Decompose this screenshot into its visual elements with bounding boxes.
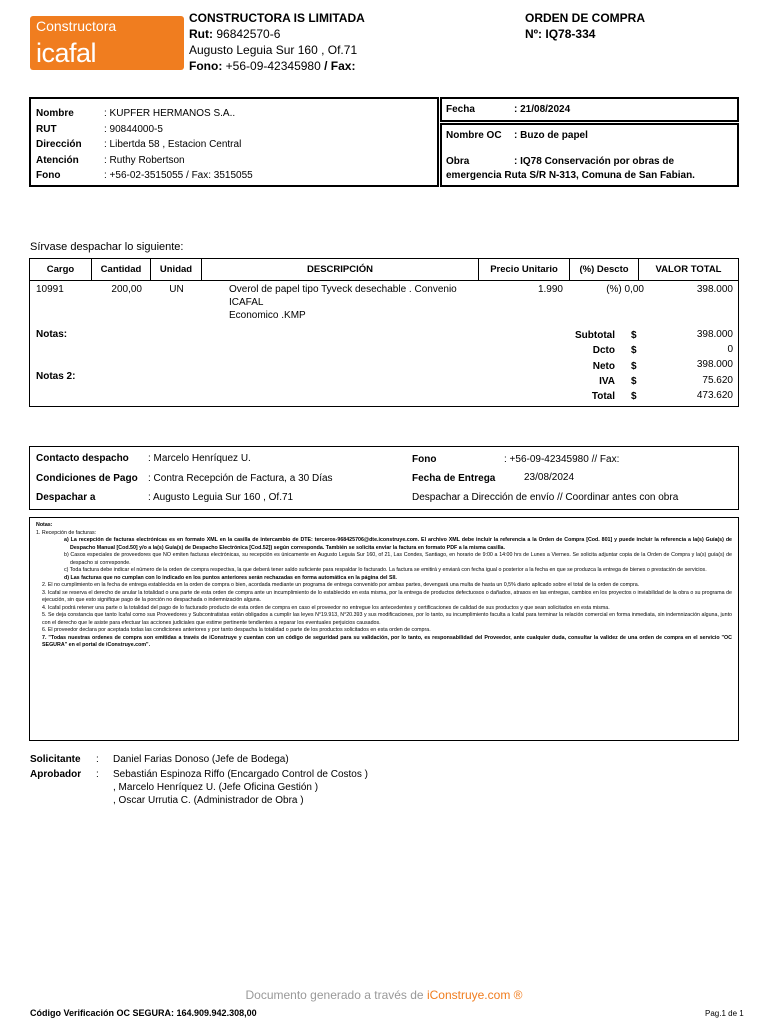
fax-label: / Fax: <box>324 59 356 73</box>
page-number: Pag.1 de 1 <box>705 1009 744 1018</box>
contact-value: : Marcelo Henríquez U. <box>148 453 251 464</box>
neto-currency: $ <box>631 361 637 372</box>
generated-text: Documento generado a través de <box>245 988 424 1002</box>
col-cargo: Cargo <box>30 259 92 281</box>
company-logo <box>30 16 184 99</box>
delivery-date-value: 23/08/2024 <box>524 472 575 483</box>
order-title: ORDEN DE COMPRA <box>525 11 646 25</box>
row-desc-line1: Overol de papel tipo Tyveck desechable . Convenio <box>229 284 457 295</box>
iva-currency: $ <box>631 376 637 387</box>
subtotal-value: 398.000 <box>696 329 733 340</box>
terms-title: Notas: <box>36 522 53 528</box>
dcto-value: 0 <box>727 344 733 355</box>
iva-value: 75.620 <box>702 375 733 386</box>
company-phone: +56-09-42345980 <box>225 59 321 73</box>
field-label: Dirección <box>36 139 82 150</box>
company-name: CONSTRUCTORA IS LIMITADA <box>189 11 365 25</box>
ship-to-label: Despachar a <box>36 492 96 503</box>
col-unidad: Unidad <box>151 259 202 281</box>
order-number: Nº: IQ78-334 <box>525 27 596 41</box>
requester-value: Daniel Farias Donoso (Jefe de Bodega) <box>113 754 289 765</box>
dispatch-phone-label: Fono <box>412 454 437 465</box>
dispatch-intro: Sírvase despachar lo siguiente: <box>30 241 184 253</box>
requester-row <box>30 754 289 765</box>
dcto-label: Dcto <box>592 345 615 356</box>
total-label: Total <box>591 391 615 402</box>
approver-value-1: Sebastián Espinoza Riffo (Encargado Control de Costos ) <box>113 769 368 780</box>
requester-colon: : <box>96 754 99 765</box>
total-currency: $ <box>631 391 637 402</box>
dispatch-box <box>29 446 739 510</box>
payment-value: : Contra Recepción de Factura, a 30 Días <box>148 473 333 484</box>
term-7: 7. "Todas nuestras ordenes de compra son emitidas a través de iConstruye y cuentan con un código de seguridad para su validación, por lo tanto, es responsabilidad del Proveedor, ante cualquier duda, consultar la validez de una orden de compra en el servicio "OC SEGURA" en el portal de iConstruye.com". <box>42 634 732 648</box>
notes-label: Notas: <box>36 329 68 340</box>
row-precio: 1.990 <box>537 284 563 295</box>
logo-line2: icafal sicomaq <box>36 38 134 99</box>
rut-label: Rut: <box>189 27 213 41</box>
logo-line1: Constructora <box>36 18 117 34</box>
date-label: Fecha <box>446 104 475 115</box>
subtotal-label: Subtotal <box>575 330 615 341</box>
col-cantidad: Cantidad <box>92 259 151 281</box>
iva-label: IVA <box>599 376 615 387</box>
approver-value-2: , Marcelo Henríquez U. (Jefe Oficina Gestión ) <box>113 782 319 793</box>
col-descto: (%) Descto <box>570 259 639 281</box>
obra-label: Obra <box>446 156 470 167</box>
row-total: 398.000 <box>696 284 733 295</box>
term-1b: b) Casos especiales de proveedores que NO emiten facturas electrónicas, su recepción es únicamente en Augusto Leguia Sur 160, of 21, Las Condes, Santiago, en horario de 9:00 a 14:00 hrs de Lunes a Viernes. Se solicita adjuntar copia de la Orden de Compra y la(s) guía(s) de despacho si corresponde. <box>64 552 732 566</box>
term-1: 1. Recepción de facturas: <box>36 529 97 536</box>
requester-label: Solicitante <box>30 754 81 765</box>
row-cargo: 10991 <box>36 284 64 295</box>
oc-info-box <box>440 123 739 187</box>
phone-label: Fono: <box>189 59 223 73</box>
supplier-box <box>29 97 439 187</box>
ship-note: Despachar a Dirección de envío // Coordinar antes con obra <box>412 492 679 503</box>
term-6: 6. El proveedor declara por aceptada todas las condiciones anteriores y por tanto despacha la totalidad o parte de los productos solicitados en esta orden de compra. <box>42 627 431 633</box>
col-precio: Precio Unitario <box>479 259 570 281</box>
approver-colon: : <box>96 769 99 780</box>
contact-label: Contacto despacho <box>36 453 129 464</box>
items-table <box>29 258 739 407</box>
col-descripcion: DESCRIPCIÓN <box>202 259 479 281</box>
date-box <box>440 97 739 122</box>
term-1c: c) Toda factura debe indicar el número de la orden de compra respectiva, la que deberá tener saldo suficiente para respaldar lo facturado. La factura se emitirá y enviará con fecha igual o posterior a la fecha en que se produzca la entrega de bienes o prestación de servicios. <box>64 567 707 573</box>
company-address: Augusto Leguia Sur 160 , Of.71 <box>189 43 358 57</box>
company-info <box>189 10 365 74</box>
approver-label: Aprobador <box>30 769 82 780</box>
ship-to-value: : Augusto Leguia Sur 160 , Of.71 <box>148 492 294 503</box>
field-value: : Libertda 58 , Estacion Central <box>104 139 242 150</box>
iconstruye-link[interactable]: iConstruye.com ® <box>426 988 523 1002</box>
term-3: 3. Icafal se reserva el derecho de anular la totalidad o una parte de esta orden de compra ante un incumplimiento de lo establecido en esta misma, por la entrega de productos defectuosos o dañados, atrasos en las entregas, cambios en los proyectos o inviabilidad de la obra o su programa de ejecución, sin que esto signifique pago de la porción no despachada o indemnización alguna. <box>42 589 732 603</box>
field-value: : +56-02-3515055 / Fax: 3515055 <box>104 170 253 181</box>
delivery-date-label: Fecha de Entrega <box>412 473 496 484</box>
payment-label: Condiciones de Pago <box>36 473 138 484</box>
row-cantidad: 200,00 <box>111 284 142 295</box>
field-label: Nombre <box>36 108 74 119</box>
verification-code: Código Verificación OC SEGURA: 164.909.942.308,00 <box>30 1008 257 1018</box>
order-header <box>525 10 645 42</box>
notes2-label: Notas 2: <box>36 371 76 382</box>
field-value: : Ruthy Robertson <box>104 155 185 166</box>
obra-value-line2: emergencia Ruta S/R N-313, Comuna de San Fabian. <box>446 170 695 181</box>
approver-row <box>30 769 368 780</box>
dcto-currency: $ <box>631 345 637 356</box>
term-5: 5. Se deja constancia que tanto Icafal como sus Proveedores y Subcontratistas están obligados a cumplir las leyes N°19.913, N°20.393 y sus modificaciones, por lo tanto, su incumplimiento faculta a Icafal para terminar la relación comercial en forma inmediata, sin indemnización alguna, junto con el derecho que le asiste para efectuar las acciones judiciales que estime pertinente tendientes a reparar los eventuales perjuicios causados. <box>42 612 732 626</box>
term-1d: d) Las facturas que no cumplan con lo indicado en los puntos anteriores serán rechazadas en forma automática en la página del SII. <box>64 574 397 581</box>
row-descto: (%) 0,00 <box>606 284 644 295</box>
obra-value: : IQ78 Conservación por obras de <box>514 156 675 167</box>
total-value: 473.620 <box>696 390 733 401</box>
date-value: : 21/08/2024 <box>514 104 571 115</box>
terms-notes <box>29 517 739 741</box>
subtotal-currency: $ <box>631 330 637 341</box>
items-table-header <box>30 259 738 281</box>
oc-name-value: : Buzo de papel <box>514 130 588 141</box>
generated-by <box>0 988 768 1002</box>
field-value: : 90844000-5 <box>104 124 163 135</box>
company-rut: 96842570-6 <box>216 27 281 41</box>
approver-value-3: , Oscar Urrutia C. (Administrador de Obra ) <box>113 795 304 806</box>
field-label: Fono <box>36 170 61 181</box>
field-value: : KUPFER HERMANOS S.A.. <box>104 108 236 119</box>
term-1a: a) La recepción de facturas electrónicas es en formato XML en la casilla de intercambio de DTE: terceros-968425706@dte.iconstruye.com. El archivo XML debe incluir la referencia a la Orden de Compra [Cod. 801] y puede incluir la referencia a la(s) Guía(s) de Despacho Manual [Cod.50] y/o a la(s) Guía(s) de Despacho Electrónica [Cod.52]) según corresponda. También se solicita enviar la factura en formato PDF a la misma casilla. <box>64 537 732 551</box>
row-desc-line3: Economico .KMP <box>229 310 306 321</box>
row-desc-line2: ICAFAL <box>229 297 264 308</box>
col-total: VALOR TOTAL <box>655 264 722 275</box>
term-2: 2. El no cumplimiento en la fecha de entrega establecida en la orden de compra o bien, acordada mediante un programa de entrega convenido por ambas partes, devengará una multa de hasta un 0,5% diario aplicado sobre el total de la orden de compra. <box>42 582 640 588</box>
term-4: 4. Icafal podrá retener una parte o la totalidad del pago de lo facturado producto de esta orden de compra en caso el proveedor no entregue los antecedentes y certificaciones de calidad de sus productos y que sean solicitados en esta misma. <box>42 604 610 611</box>
field-label: RUT <box>36 124 57 135</box>
oc-name-label: Nombre OC <box>446 130 502 141</box>
dispatch-phone-value: : +56-09-42345980 // Fax: <box>504 454 620 465</box>
field-label: Atención <box>36 155 79 166</box>
neto-value: 398.000 <box>696 359 733 370</box>
row-unidad: UN <box>169 284 184 295</box>
neto-label: Neto <box>592 361 615 372</box>
